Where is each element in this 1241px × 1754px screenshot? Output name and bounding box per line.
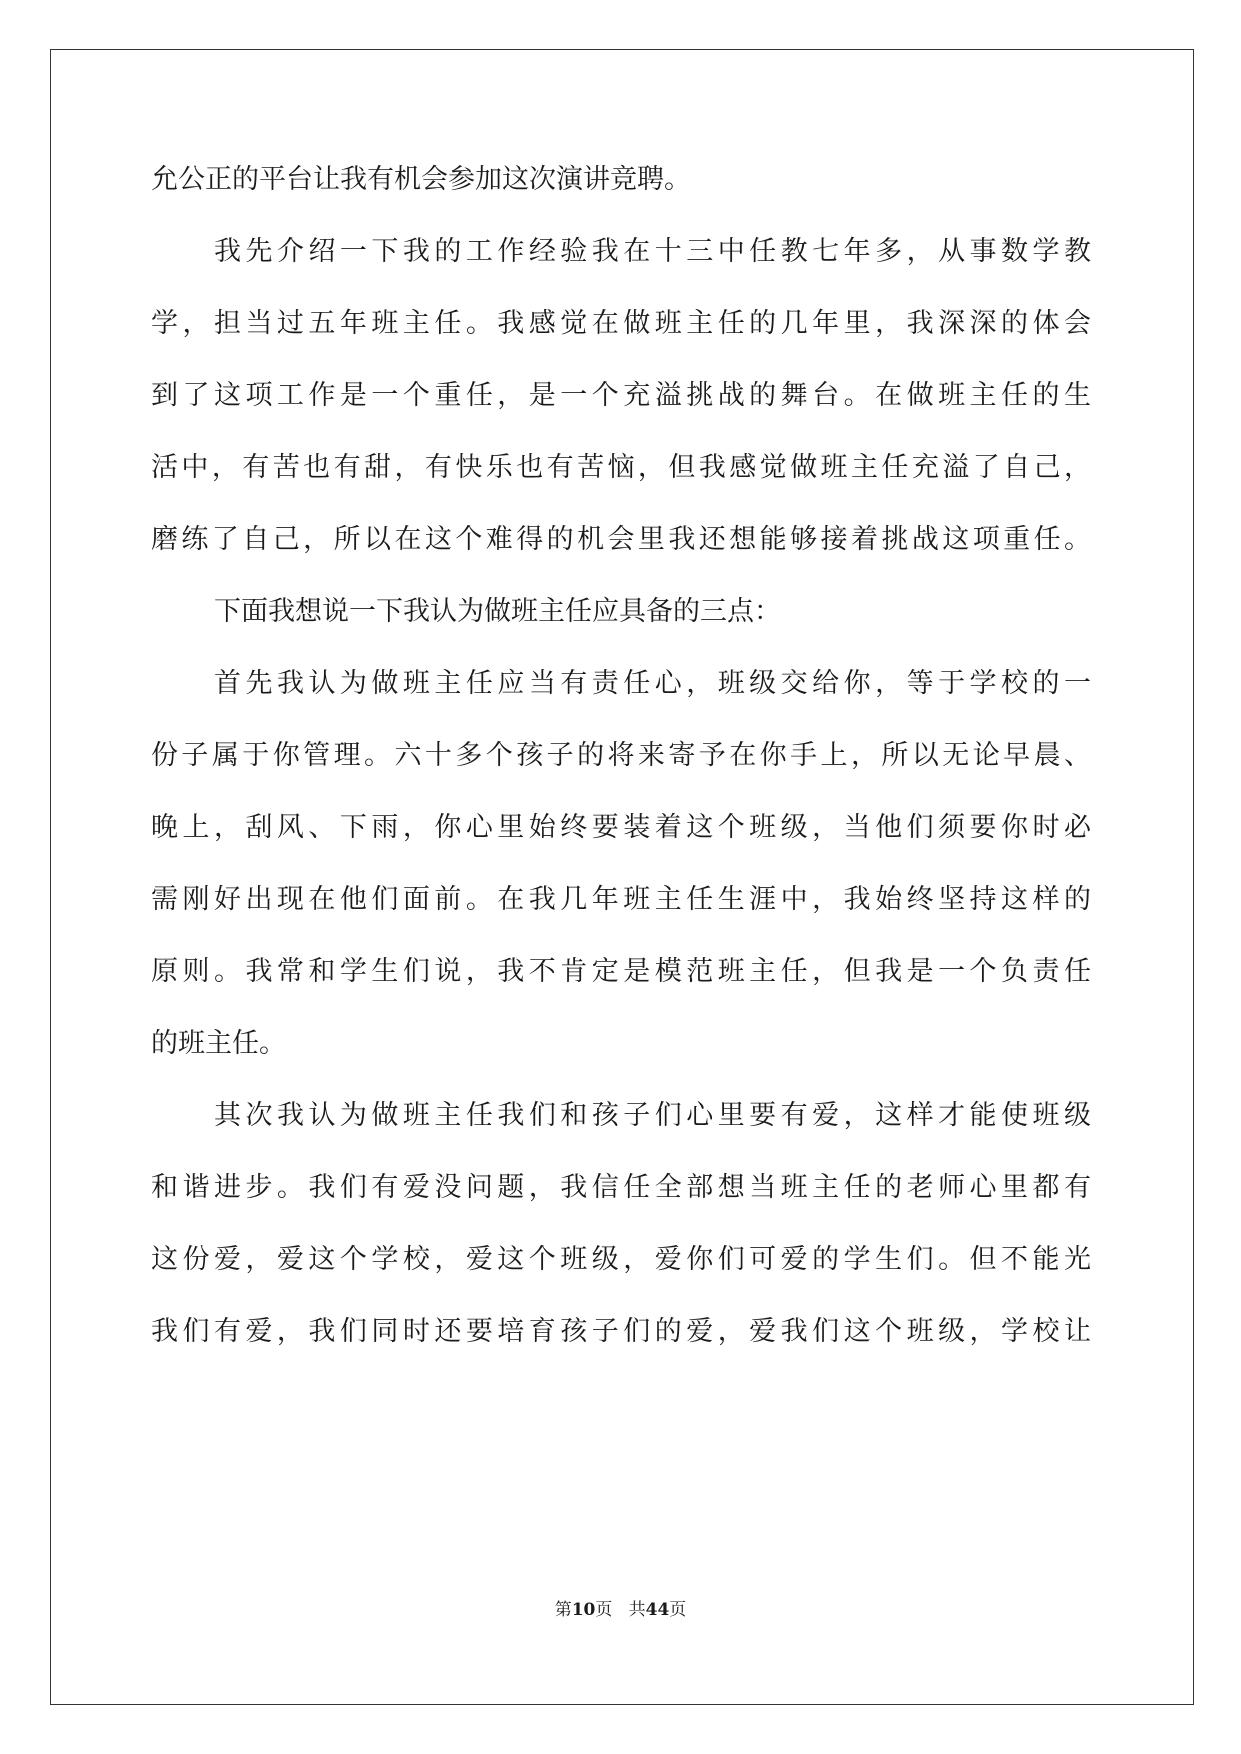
text-line: 需刚好出现在他们面前。在我几年班主任生涯中，我始终坚持这样的	[151, 884, 1091, 915]
total-prefix: 共	[628, 1600, 646, 1620]
text-line: 份子属于你管理。六十多个孩子的将来寄予在你手上，所以无论早晨、	[151, 740, 1091, 771]
text-line: 和谐进步。我们有爱没问题，我信任全部想当班主任的老师心里都有	[151, 1172, 1091, 1203]
text-line: 学，担当过五年班主任。我感觉在做班主任的几年里，我深深的体会	[151, 308, 1091, 339]
text-line: 其次我认为做班主任我们和孩子们心里要有爱，这样才能使班级	[214, 1100, 1091, 1131]
text-line: 磨练了自己，所以在这个难得的机会里我还想能够接着挑战这项重任。	[151, 524, 1091, 555]
text-line: 首先我认为做班主任应当有责任心，班级交给你，等于学校的一	[214, 668, 1091, 699]
text-line: 这份爱，爱这个学校，爱这个班级，爱你们可爱的学生们。但不能光	[151, 1244, 1091, 1275]
text-line: 的班主任。	[151, 1028, 286, 1059]
text-line: 晚上，刮风、下雨，你心里始终要装着这个班级，当他们须要你时必	[151, 812, 1091, 843]
page-prefix: 第	[554, 1600, 572, 1620]
text-line: 到了这项工作是一个重任，是一个充溢挑战的舞台。在做班主任的生	[151, 380, 1091, 411]
page-border	[50, 49, 1194, 1705]
page-suffix: 页	[595, 1600, 613, 1620]
total-suffix: 页	[669, 1600, 687, 1620]
page-footer	[0, 1598, 1241, 1622]
text-line: 允公正的平台让我有机会参加这次演讲竞聘。	[151, 164, 691, 195]
text-line: 活中，有苦也有甜，有快乐也有苦恼，但我感觉做班主任充溢了自己，	[151, 452, 1091, 483]
text-line: 我先介绍一下我的工作经验我在十三中任教七年多，从事数学教	[214, 236, 1091, 267]
total-pages: 44	[645, 1600, 670, 1620]
text-line: 下面我想说一下我认为做班主任应具备的三点：	[214, 596, 781, 627]
text-line: 我们有爱，我们同时还要培育孩子们的爱，爱我们这个班级，学校让	[151, 1316, 1091, 1347]
page-number: 10	[571, 1600, 596, 1620]
text-line: 原则。我常和学生们说，我不肯定是模范班主任，但我是一个负责任	[151, 956, 1091, 987]
